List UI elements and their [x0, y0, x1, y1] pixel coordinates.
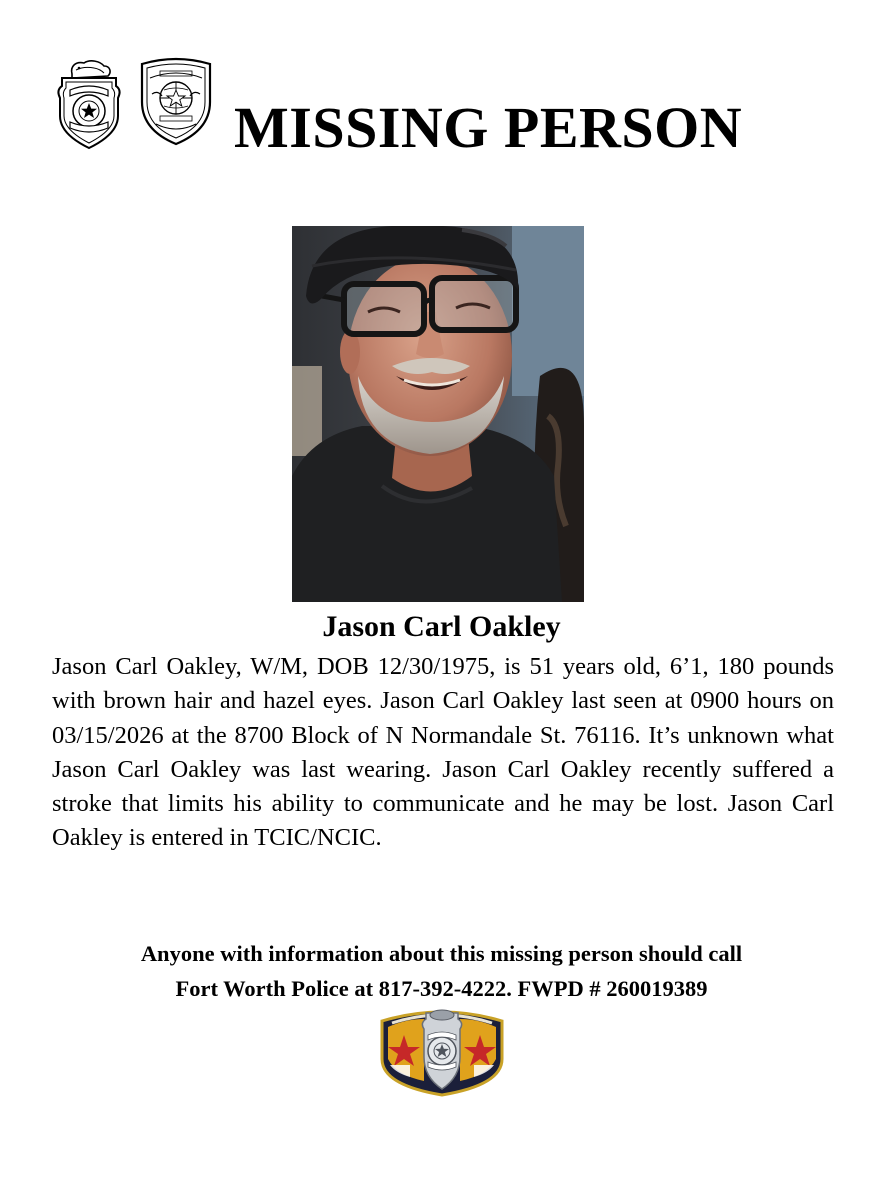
fort-worth-police-shield-icon — [138, 56, 214, 146]
person-photo — [292, 226, 584, 602]
fort-worth-police-patch-icon — [376, 1005, 508, 1097]
person-name: Jason Carl Oakley — [322, 610, 561, 643]
contact-information — [30, 936, 853, 1006]
person-description: Jason Carl Oakley, W/M, DOB 12/30/1975, is 51 years old, 6’1, 180 pounds with brown hair and hazel eyes. Jason Carl Oakley last seen at 0900 hours on 03/15/2026 at the 8700 Block of N Normandale St. 76116. It’s unknown what Jason Carl Oakley was last wearing. Jason Carl Oakley recently suffered a stroke that limits his ability to communicate and he may be lost. Jason Carl Oakley is entered in TCIC/NCIC. — [52, 653, 834, 852]
page-title: MISSING PERSON — [234, 95, 743, 160]
police-badge-icon — [54, 56, 124, 152]
contact-line-2: Fort Worth Police at 817-392-4222. FWPD # 260019389 — [175, 976, 708, 1001]
contact-line-1: Anyone with information about this missing person should call — [140, 941, 743, 966]
